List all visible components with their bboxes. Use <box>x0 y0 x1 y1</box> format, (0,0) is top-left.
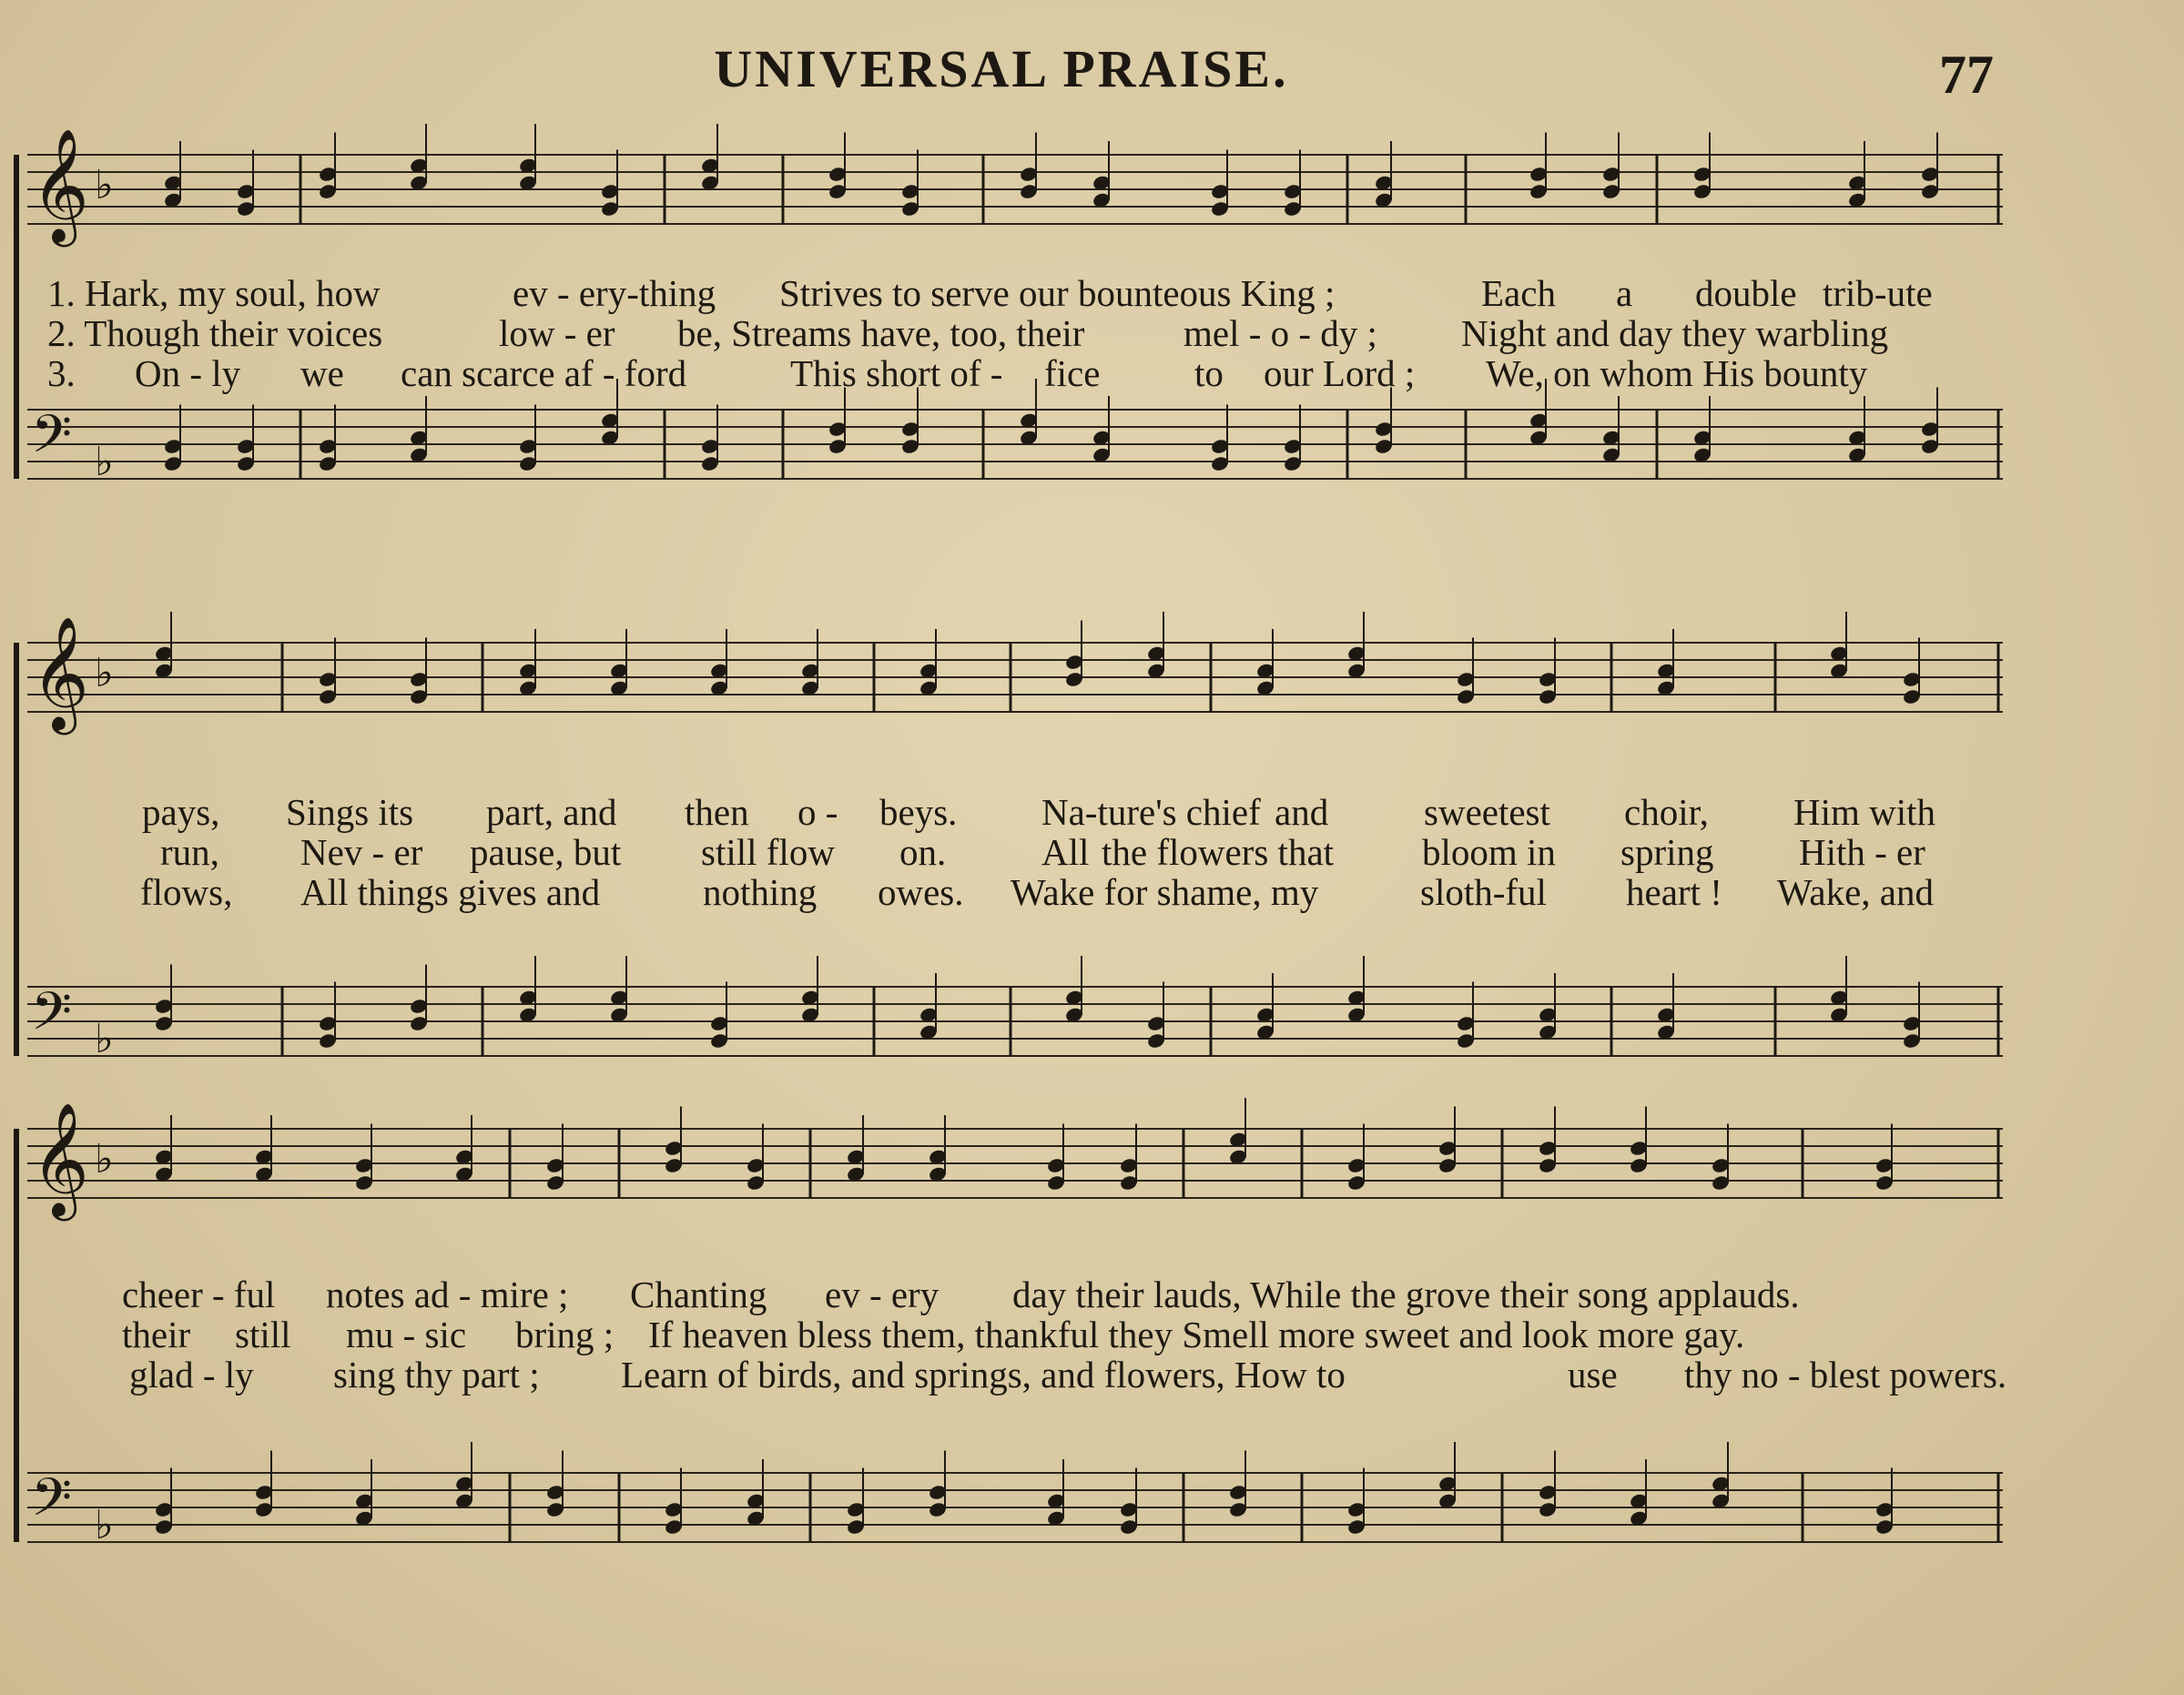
lyric-text: can scarce af - ford <box>401 352 687 394</box>
lyric-text: mu - sic <box>346 1314 467 1355</box>
lyric-text: still flow <box>701 831 835 873</box>
lyric-text: 3. <box>47 352 76 394</box>
lyric-text: All <box>1041 831 1090 873</box>
lyric-text: Hith - er <box>1799 831 1925 873</box>
flat-icon: ♭ <box>95 1502 114 1548</box>
lyric-text: nothing <box>703 871 818 913</box>
lyric-text: then <box>685 791 749 833</box>
lyric-text: beys. <box>879 791 958 833</box>
lyric-text: on. <box>899 831 947 873</box>
lyric-text: sing thy part ; <box>333 1354 540 1396</box>
lyric-text: Sings its <box>286 791 414 833</box>
lyric-text: the flowers that <box>1102 831 1335 873</box>
page-title: UNIVERSAL PRAISE. <box>714 39 1289 98</box>
treble-clef-icon: 𝄞 <box>31 1102 89 1216</box>
lyric-text: low - er <box>499 312 615 354</box>
lyric-text: day their lauds, While the grove their song applauds. <box>1012 1274 1800 1315</box>
flat-icon: ♭ <box>95 439 114 485</box>
flat-icon: ♭ <box>95 162 114 208</box>
treble-staff <box>27 1102 2003 1221</box>
lyric-text: be, Streams have, too, their <box>677 312 1085 354</box>
lyric-text: trib-ute <box>1823 272 1933 314</box>
lyric-text: owes. <box>878 871 964 913</box>
lyric-text: All things gives and <box>300 871 601 913</box>
lyric-text: Strives to serve our bounteous King ; <box>779 272 1336 314</box>
lyric-text: sloth-ful <box>1420 871 1547 913</box>
lyric-text: Learn of birds, and springs, and flowers, How to <box>621 1354 1346 1396</box>
lyric-text: glad - ly <box>129 1354 254 1396</box>
lyric-verse-2 <box>0 311 2184 353</box>
lyric-text: pays, <box>142 791 220 833</box>
music-system-2 <box>0 612 2184 1067</box>
lyric-verse-3 <box>0 1353 2184 1395</box>
lyric-text: our Lord ; <box>1264 352 1416 394</box>
lyric-text: mel - o - dy ; <box>1183 312 1377 354</box>
lyric-text: heart ! <box>1626 871 1722 913</box>
lyric-text: to <box>1194 352 1224 394</box>
lyric-text: Wake for shame, my <box>1011 871 1319 913</box>
lyric-text: On - ly <box>135 352 241 394</box>
lyric-text: Chanting <box>630 1274 767 1315</box>
lyric-text: we <box>300 352 344 394</box>
flat-icon: ♭ <box>95 1136 114 1182</box>
lyric-text: run, <box>160 831 219 873</box>
lyric-text: o - <box>797 791 838 833</box>
lyric-text: their <box>122 1314 191 1355</box>
lyric-text: Nev - er <box>300 831 423 873</box>
lyric-text: sweetest <box>1424 791 1550 833</box>
bass-clef-icon: 𝄢 <box>31 980 73 1055</box>
lyric-verse-3 <box>0 351 2184 393</box>
page-number: 77 <box>1939 45 1994 105</box>
lyric-text: This short of - <box>790 352 1003 394</box>
lyric-text: a <box>1616 272 1633 314</box>
lyric-text: If heaven bless them, thankful they Smell more sweet and look more gay. <box>648 1314 1745 1355</box>
lyric-text: part, and <box>486 791 617 833</box>
treble-clef-icon: 𝄞 <box>31 616 89 730</box>
music-system-3 <box>0 1092 2184 1566</box>
lyric-text: still <box>235 1314 291 1355</box>
lyric-verse-1 <box>0 790 2184 832</box>
lyric-verse-3 <box>0 870 2184 912</box>
lyric-verse-2 <box>0 1313 2184 1355</box>
lyric-text: bring ; <box>515 1314 615 1355</box>
lyric-text: ev - ery-thing <box>513 272 716 314</box>
lyric-text: ev - ery <box>825 1274 940 1315</box>
flat-icon: ♭ <box>95 650 114 696</box>
lyric-text: Night and day they warbling <box>1461 312 1889 354</box>
lyric-text: use <box>1568 1354 1618 1396</box>
flat-icon: ♭ <box>95 1016 114 1062</box>
bass-clef-icon: 𝄢 <box>31 1467 73 1541</box>
lyric-text: 1. Hark, my soul, how <box>47 272 381 314</box>
lyric-text: and <box>1275 791 1329 833</box>
bass-clef-icon: 𝄢 <box>31 403 73 478</box>
bass-staff <box>27 1467 2003 1548</box>
lyric-text: pause, but <box>470 831 622 873</box>
lyric-text: double <box>1695 272 1797 314</box>
lyric-text: spring <box>1620 831 1714 873</box>
lyric-verse-1 <box>0 1273 2184 1314</box>
lyric-verse-1 <box>0 271 2184 313</box>
lyric-verse-2 <box>0 830 2184 872</box>
lyric-text: Na-ture's chief <box>1041 791 1261 833</box>
music-system-1 <box>0 118 2184 537</box>
lyric-text: Each <box>1481 272 1556 314</box>
lyric-text: Wake, and <box>1777 871 1935 913</box>
lyric-text: cheer - ful <box>122 1274 276 1315</box>
lyric-text: bloom in <box>1422 831 1556 873</box>
lyric-text: Him with <box>1793 791 1936 833</box>
lyric-text: notes ad - mire ; <box>326 1274 569 1315</box>
lyric-text: thy no - blest powers. <box>1684 1354 2007 1396</box>
lyric-text: We, on whom His bounty <box>1486 352 1868 394</box>
lyric-text: flows, <box>140 871 233 913</box>
treble-clef-icon: 𝄞 <box>31 128 89 242</box>
lyric-text: 2. Though their voices <box>47 312 383 354</box>
lyric-text: choir, <box>1624 791 1709 833</box>
lyric-text: fice <box>1044 352 1101 394</box>
